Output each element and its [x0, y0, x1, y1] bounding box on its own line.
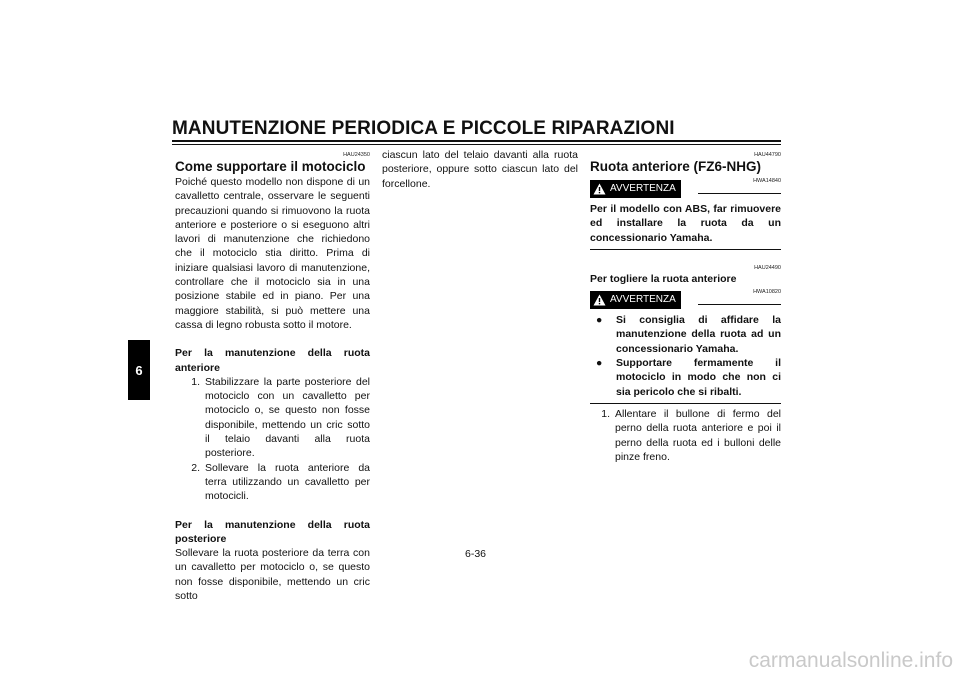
bullet-icon: ●	[596, 314, 603, 327]
rear-wheel-heading: Per la manutenzione della ruota posteriore	[175, 518, 370, 545]
warning-header	[590, 178, 781, 200]
page-number: 6-36	[465, 548, 487, 560]
front-wheel-steps	[175, 375, 370, 504]
rear-wheel-paragraph: Sollevare la ruota posteriore da terra con un cavalletto per motociclo o, se questo non fosse disponibile, mettendo un cric sotto	[175, 547, 370, 603]
step-text: Stabilizzare la parte posteriore del motociclo con un cavalletto per motociclo o, se questo non fosse disponibile, mettendo un cric sotto il telaio davanti alla ruota posteriore.	[205, 375, 370, 460]
list-item	[590, 313, 781, 356]
warning-box	[590, 202, 781, 250]
section-code: HAU24350	[343, 152, 370, 158]
section-code: HAU44790	[754, 152, 781, 158]
section-title: Come supportare il motociclo	[175, 159, 366, 174]
chapter-tab: 6	[128, 340, 150, 400]
bullet-icon: ●	[596, 357, 603, 370]
section-title: Ruota anteriore (FZ6-NHG)	[590, 159, 762, 174]
remove-wheel-heading: Per togliere la ruota anteriore	[590, 272, 737, 285]
warning-rule	[698, 193, 781, 194]
warning-code: HWA10820	[753, 289, 781, 296]
list-item	[590, 407, 781, 464]
column-left	[175, 148, 370, 603]
warning-badge	[590, 180, 681, 198]
front-wheel-heading: Per la manutenzione della ruota anteriore	[175, 347, 370, 374]
list-item	[175, 375, 370, 461]
warning-header	[590, 289, 781, 311]
warning-box	[590, 313, 781, 404]
warning-rule	[698, 304, 781, 305]
remove-wheel-steps	[590, 407, 781, 464]
warning-code: HWA14840	[753, 178, 781, 184]
step-number: 1.	[191, 375, 200, 388]
header-rule-thick	[172, 140, 781, 142]
warning-triangle-icon	[593, 183, 606, 195]
step-number: 2.	[191, 461, 200, 474]
watermark: carmanualsonline.info	[748, 649, 953, 672]
step-text: Allentare il bullone di fermo del perno della ruota anteriore e poi il perno della ruota ed i bulloni delle pinze freno.	[615, 407, 781, 463]
bullet-text: Supportare fermamente il motociclo in modo che non ci sia pericolo che si ribalti.	[616, 357, 781, 398]
warning-badge	[590, 291, 681, 309]
column-middle	[382, 148, 578, 191]
list-item	[175, 461, 370, 504]
warning-text: Per il modello con ABS, far rimuovere ed installare la ruota da un concessionario Yamaha.	[590, 203, 781, 244]
section-code: HAU24490	[754, 264, 781, 271]
warning-label: AVVERTENZA	[610, 294, 676, 306]
warning-bullets	[590, 313, 781, 399]
column-right	[590, 148, 781, 464]
continued-paragraph: ciascun lato del telaio davanti alla ruota posteriore, oppure sotto ciascun lato del forcellone.	[382, 149, 578, 190]
step-number: 1.	[601, 407, 610, 420]
intro-paragraph: Poiché questo modello non dispone di un cavalletto centrale, osservare le seguenti precauzioni quando si rimuovono la ruota anteriore e posteriore o si eseguono altri lavori di manutenzione che richiedono che il motociclo stia diritto. Prima di iniziare qualsiasi lavoro di manutenzione, controllare che il motociclo sia in una posizione stabile ed in piano. Per una maggiore stabilità, si può mettere una cassa di legno robusta sotto il motore.	[175, 176, 370, 331]
warning-label: AVVERTENZA	[610, 182, 676, 194]
page-title: MANUTENZIONE PERIODICA E PICCOLE RIPARAZIONI	[172, 118, 675, 139]
header-rule-thin	[172, 144, 781, 145]
warning-triangle-icon	[593, 294, 606, 306]
list-item	[590, 356, 781, 399]
step-text: Sollevare la ruota anteriore da terra utilizzando un cavalletto per motocicli.	[205, 461, 370, 503]
bullet-text: Si consiglia di affidare la manutenzione della ruota ad un concessionario Yamaha.	[616, 314, 781, 355]
